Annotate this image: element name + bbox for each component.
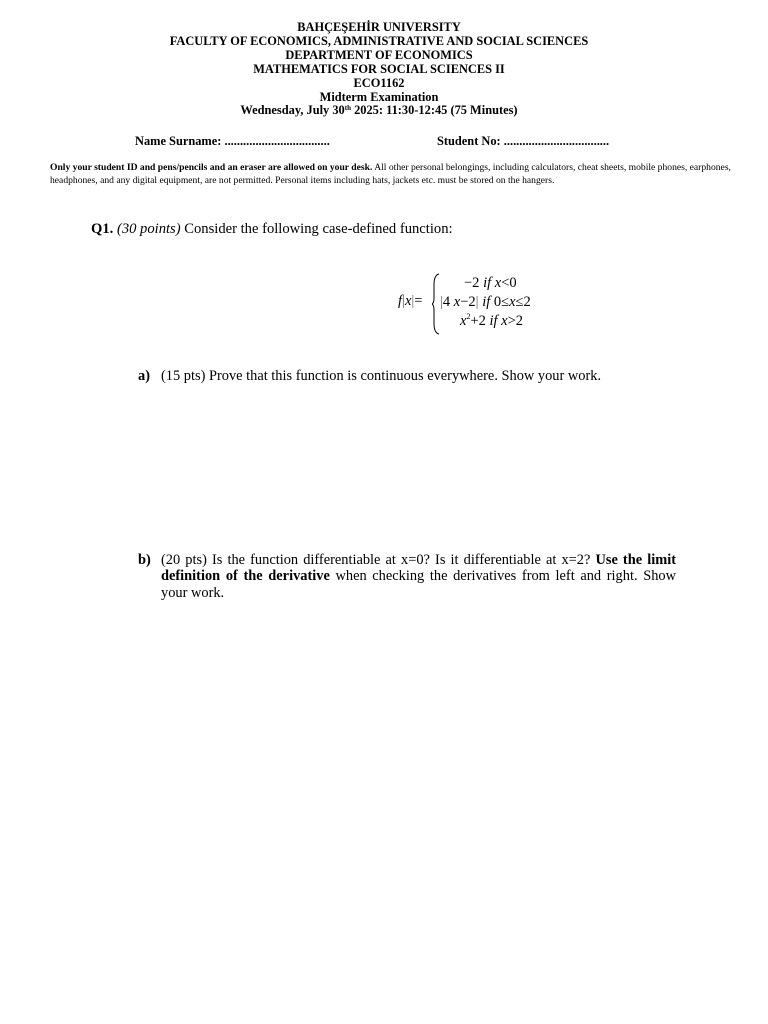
question-number: Q1. [91,221,114,237]
exam-date-prefix: Wednesday, July 30 [240,103,345,118]
exam-rules-notice [50,161,750,188]
course-code: ECO1162 [353,75,405,90]
part-a-label: a) [138,368,150,384]
formula-case-2: |4 x−2| if 0≤x≤2 [440,294,531,310]
formula-case-1: −2 if x<0 [464,275,517,291]
exam-header [0,21,758,118]
part-b-text-end: when checking the derivatives from left and right. Show your work. [161,568,676,601]
part-a-text: (15 pts) Prove that this function is continuous everywhere. Show your work. [161,368,602,384]
part-b-text-start: (20 pts) Is the function differentiable at x=0? Is it differentiable at x=2? [161,552,596,568]
part-b-text [161,552,676,601]
part-b-label: b) [138,552,151,568]
question-prompt: Consider the following case-defined function: [180,221,453,237]
student-no-field: Student No: .................................. [437,134,610,148]
left-brace-icon [432,273,440,335]
department-name: DEPARTMENT OF ECONOMICS [285,47,473,62]
university-name: BAHÇEŞEHİR UNIVERSITY [297,20,461,34]
part-b-text-bold: Use the limit definition of the derivative [161,552,676,585]
notice-rest: All other personal belongings, including calculators, cheat sheets, mobile phones, earphones, headphones, and any digital equipment, are not permitted. Personal items including hats, jackets etc. must be stored on the hangers. [50,162,731,187]
exam-date-rest: 2025: 11:30-12:45 (75 Minutes) [350,103,518,118]
question-points: (30 points) [116,221,181,237]
name-surname-field: Name Surname: .................................. [135,134,330,148]
formula-lhs: f|x|= [398,293,423,309]
exam-type: Midterm Examination [319,89,439,104]
course-title: MATHEMATICS FOR SOCIAL SCIENCES II [253,61,505,76]
faculty-name: FACULTY OF ECONOMICS, ADMINISTRATIVE AND SOCIAL SCIENCES [169,33,589,48]
notice-bold: Only your student ID and pens/pencils and an eraser are allowed on your desk. [50,162,373,173]
exam-date-suffix: th [344,104,351,113]
formula-case-3: $x^2+2$ if x>2 [460,312,524,329]
exam-date [0,104,758,118]
piecewise-formula [396,272,566,338]
question-1-heading [91,221,453,238]
